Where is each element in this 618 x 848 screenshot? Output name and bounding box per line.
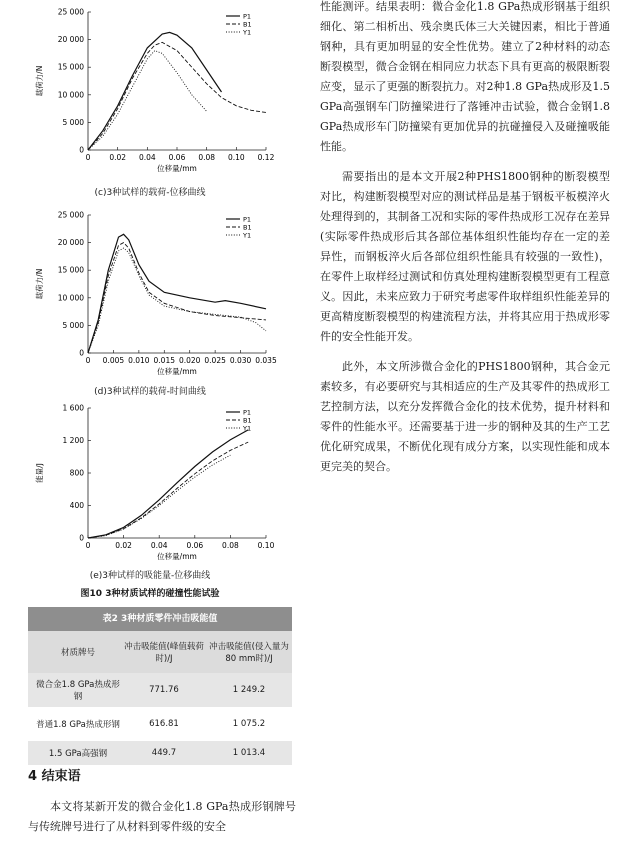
x-tick-label: 0 xyxy=(85,356,91,365)
y-tick-label: 0 xyxy=(79,348,84,358)
legend-label-B1: B1 xyxy=(243,223,252,232)
series-line-Y1 xyxy=(88,248,266,353)
table-cell: 771.76 xyxy=(149,685,179,695)
x-tick-label: 0.12 xyxy=(257,153,275,162)
series-line-P1 xyxy=(88,231,266,353)
table-row xyxy=(28,741,292,765)
chart-d-caption: (d)3种试样的载荷-时间曲线 xyxy=(94,387,206,397)
legend-label-Y1: Y1 xyxy=(243,424,252,433)
x-tick-label: 0 xyxy=(85,153,91,162)
c-axes xyxy=(34,8,275,174)
x-tick-label: 0.025 xyxy=(204,356,226,365)
legend-label-B1: B1 xyxy=(243,20,252,29)
table-cell: 616.81 xyxy=(149,719,179,729)
y-tick-label: 800 xyxy=(69,468,84,478)
x-tick-label: 0.04 xyxy=(138,153,156,162)
x-tick-label: 0.08 xyxy=(198,153,216,162)
right-column xyxy=(320,0,610,848)
x-tick-label: 0 xyxy=(85,541,91,550)
y-axis-label: 载荷力/N xyxy=(35,268,44,300)
y-tick-label: 25 000 xyxy=(57,210,84,220)
y-tick-label: 5 000 xyxy=(62,117,84,127)
chart-e-caption: (e)3种试样的吸能量-位移曲线 xyxy=(89,571,211,581)
x-tick-label: 0.02 xyxy=(115,541,132,550)
x-tick-label: 0.020 xyxy=(178,356,201,365)
x-tick-label: 0.06 xyxy=(186,541,204,550)
series-line-Y1 xyxy=(88,455,230,538)
series-line-B1 xyxy=(88,42,266,150)
chart-load-time xyxy=(30,207,278,377)
chart-load-displacement xyxy=(30,4,278,174)
y-tick-label: 10 000 xyxy=(57,293,84,303)
figure-caption: 图10 3种材质试样的碰撞性能试验 xyxy=(80,589,220,599)
table-row xyxy=(28,707,292,741)
table-cell: 1.5 GPa高强钢 xyxy=(48,749,108,759)
table-header-cell: 冲击吸能值(峰值载荷时)/J xyxy=(124,642,204,664)
body-paragraph-2: 需要指出的是本文开展2种PHS1800钢种的断裂模型对比，构建断裂模型对应的测试样品是基于钢板平板模淬火处理得到的，其制备工况和实际的零件热成形工况存在差异(实际零件热成形后其各部位基体组织性能均存在一定的差异性，而钢板淬火后各部位组织性能具有较强的一致性)，在零件上取样经过测试和仿真处理构建断裂模型更有工程意义。因此，未来应致力于研究考虑零件取样组织性能差异的更高精度断裂模型的构建流程方法，并将其应用于热成形零件的安全性能开发。 xyxy=(320,170,610,343)
e-axes xyxy=(34,404,275,562)
legend-label-Y1: Y1 xyxy=(243,231,252,240)
table-cell: 普通1.8 GPa热成形钢 xyxy=(36,720,120,730)
x-axis-label: 位移量/mm xyxy=(157,552,197,561)
series-line-B1 xyxy=(88,243,266,353)
table-header xyxy=(28,631,292,673)
d-axes xyxy=(34,211,277,377)
x-tick-label: 0.10 xyxy=(227,153,245,162)
table-row xyxy=(28,673,292,707)
series-line-P1 xyxy=(88,430,248,538)
chart-d-svg xyxy=(30,207,278,377)
x-tick-label: 0.015 xyxy=(153,356,176,365)
x-tick-label: 0.08 xyxy=(222,541,239,550)
y-tick-label: 15 000 xyxy=(57,62,84,72)
body-paragraph-1: 性能测评。结果表明：微合金化1.8 GPa热成形钢基于组织细化、第二相析出、残余奥氏体三大关键因素，相比于普通钢种，具有更加明显的安全性优势。建立了2种材料的动态断裂模型，微合金钢在相同应力状态下具有更高的极限断裂应变，显示了更强的断裂抗力。对2种1.8 GPa热成形及1.5 GPa高强钢车门防撞梁进行了落锤冲击试验，微合金钢1.8 GPa热成形车门防撞梁有更加优异的抗碰撞侵入及碰撞吸能性能。 xyxy=(320,0,610,153)
y-tick-label: 15 000 xyxy=(57,265,84,275)
y-axis-label: 载荷力/N xyxy=(35,65,44,97)
table-cell: 微合金1.8 GPa热成形钢 xyxy=(36,680,120,702)
series-line-B1 xyxy=(88,442,248,538)
y-tick-label: 25 000 xyxy=(57,7,84,17)
x-tick-label: 0.005 xyxy=(102,356,125,365)
y-tick-label: 5 000 xyxy=(62,320,84,330)
left-column xyxy=(0,0,300,848)
y-tick-label: 20 000 xyxy=(57,238,84,248)
y-tick-label: 10 000 xyxy=(57,90,84,100)
x-tick-label: 0.10 xyxy=(257,541,275,550)
table-header-cell: 材质牌号 xyxy=(60,648,95,658)
x-tick-label: 0.02 xyxy=(109,153,127,162)
left-paragraph xyxy=(28,797,296,837)
y-tick-label: 400 xyxy=(69,501,84,510)
x-axis-label: 位移量/mm xyxy=(157,164,197,173)
chart-e-svg xyxy=(30,400,278,562)
legend-label-P1: P1 xyxy=(243,215,252,224)
series-line-Y1 xyxy=(88,51,207,150)
section-title: 4 结束语 xyxy=(28,769,81,784)
x-tick-label: 0.06 xyxy=(168,153,186,162)
x-tick-label: 0.030 xyxy=(229,356,252,365)
x-tick-label: 0.010 xyxy=(128,356,150,365)
body-paragraph-3: 此外，本文所涉微合金化的PHS1800钢种，其合金元素较多，有必要研究与其相适应的生产及其零件的热成形工艺控制方法，以充分发挥微合金化的技术优势，提升材料和零件的性能水平。还需要基于进一步的钢种及其的生产工艺优化研究成果，不断优化现有成分方案，以实现性能和成本更完美的契合。 xyxy=(320,360,610,473)
energy-table xyxy=(28,607,292,765)
series-line-P1 xyxy=(88,32,222,150)
y-tick-label: 0 xyxy=(79,533,84,543)
x-tick-label: 0.04 xyxy=(150,541,168,550)
table-cell: 1 013.4 xyxy=(232,748,266,758)
table-cell: 1 249.2 xyxy=(232,685,266,695)
left-paragraph-text: 本文将某新开发的微合金化1.8 GPa热成形钢牌号与传统牌号进行了从材料到零件级的安全 xyxy=(28,800,296,833)
chart-energy-displacement xyxy=(30,400,278,562)
table-header-cell: 冲击吸能值(侵入量为80 mm时)/J xyxy=(209,642,289,664)
x-tick-label: 0.035 xyxy=(255,356,277,365)
legend-label-Y1: Y1 xyxy=(243,28,252,37)
right-text-block xyxy=(320,0,610,477)
x-axis-label: 位移量/mm xyxy=(157,367,197,376)
table-title: 表2 3种材质零件冲击吸能值 xyxy=(28,607,292,631)
table-cell: 449.7 xyxy=(151,748,177,758)
y-tick-label: 1 200 xyxy=(62,436,84,445)
y-tick-label: 0 xyxy=(79,145,84,155)
legend-label-P1: P1 xyxy=(243,12,252,21)
y-tick-label: 1 600 xyxy=(62,403,84,413)
y-tick-label: 20 000 xyxy=(57,35,84,45)
legend-label-P1: P1 xyxy=(243,408,252,417)
legend-label-B1: B1 xyxy=(243,416,252,425)
chart-c-svg xyxy=(30,4,278,174)
y-axis-label: 能量/J xyxy=(35,463,44,483)
table-cell: 1 075.2 xyxy=(232,719,266,729)
chart-c-caption: (c)3种试样的载荷-位移曲线 xyxy=(94,188,206,198)
